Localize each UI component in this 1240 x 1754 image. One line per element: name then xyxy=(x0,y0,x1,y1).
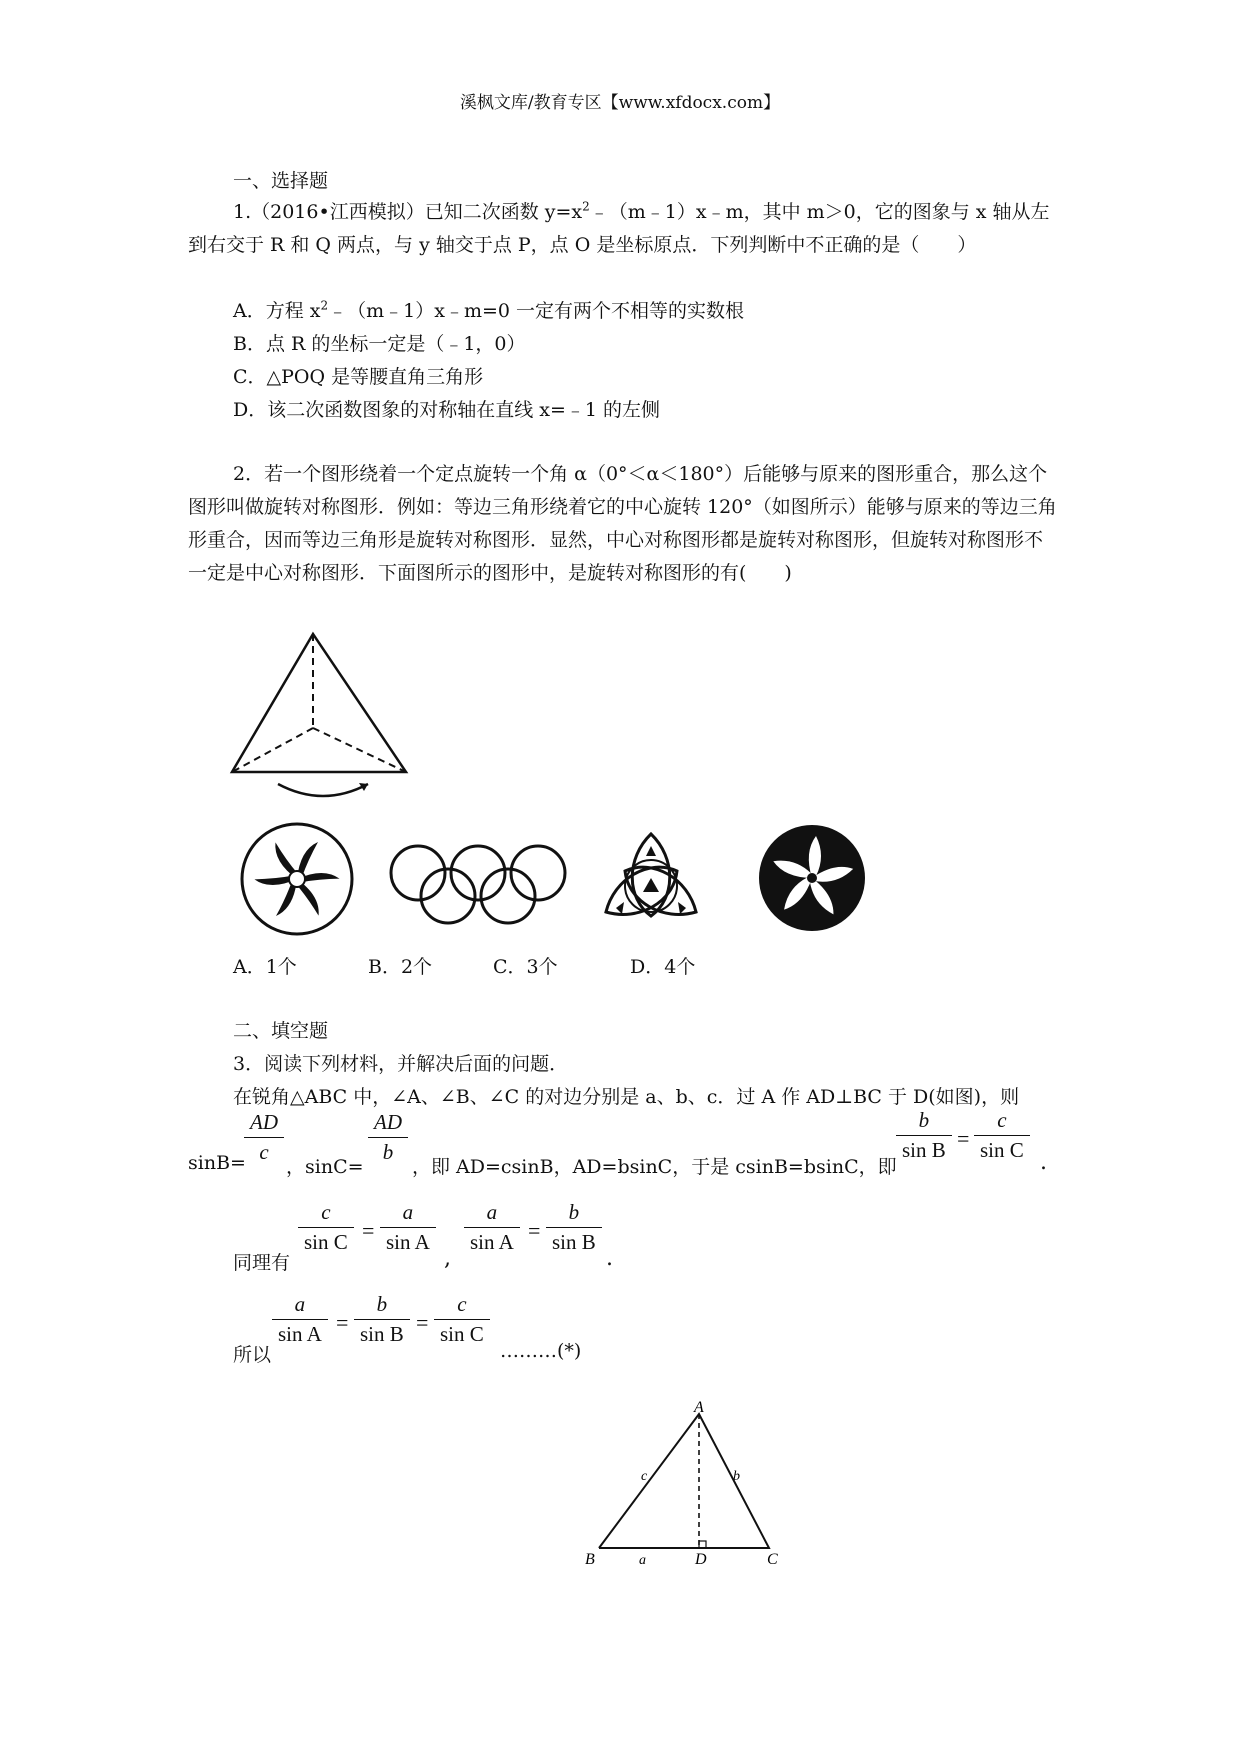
period: . xyxy=(606,1246,613,1271)
black-disc-petals-figure xyxy=(756,822,868,934)
fraction-a-over-sinA: a sin A xyxy=(380,1200,436,1255)
triangle-abc-figure xyxy=(575,1398,785,1570)
fraction-AD-over-b: AD b xyxy=(368,1110,408,1165)
equals-sign: = xyxy=(416,1310,429,1335)
side-label-a: a xyxy=(639,1553,646,1568)
question-2-option-b: B．2个 xyxy=(368,956,433,978)
equals-sign: = xyxy=(362,1218,375,1243)
olympic-rings-figure xyxy=(388,838,568,928)
vertex-label-a: A xyxy=(694,1399,704,1416)
fraction-AD-over-c: AD c xyxy=(244,1110,284,1165)
question-1-option-c: C．△POQ 是等腰直角三角形 xyxy=(233,366,484,388)
question-2-stem: 2．若一个图形绕着一个定点旋转一个角 α（0°＜α＜180°）后能够与原来的图形重合，那么这个图形叫做旋转对称图形．例如：等边三角形绕着它的中心旋转 120°（如图所示）能够与原来的等边三角形重合，因而等边三角形是旋转对称图形．显然，中心对称图形都是旋转对称图形，但旋转对称图形不一定是中心对称图形．下面图所示的图形中，是旋转对称图形的有( ) xyxy=(188,463,1057,584)
fraction-c-over-sinC: c sin C xyxy=(974,1108,1030,1163)
fraction-a-over-sinA-2: a sin A xyxy=(464,1200,520,1255)
sinB-label: sinB= xyxy=(188,1152,246,1174)
similarly-label: 同理有 xyxy=(233,1252,291,1274)
question-1-option-b: B．点 R 的坐标一定是（﹣1，0） xyxy=(233,333,526,355)
question-2-option-c: C．3个 xyxy=(493,956,558,978)
question-2-option-d: D．4个 xyxy=(630,956,696,978)
fraction-a-over-sinA-3: a sin A xyxy=(272,1292,328,1347)
triquetra-figure xyxy=(596,828,706,932)
equals-sign: = xyxy=(336,1310,349,1335)
question-3-line-1: 在锐角△ABC 中，∠A、∠B、∠C 的对边分别是 a、b、c．过 A 作 AD⊥BC 于 D(如图)，则 xyxy=(233,1086,1020,1108)
side-label-b: b xyxy=(733,1469,740,1484)
page-header: 溪枫文库/教育专区【www.xfdocx.com】 xyxy=(459,93,781,113)
derivation-text: ，即 AD=csinB，AD=bsinC，于是 csinB=bsinC，即 xyxy=(412,1156,897,1178)
section-fill-title: 二、填空题 xyxy=(233,1020,329,1042)
so-label: 所以 xyxy=(233,1344,272,1366)
rotating-triangle-figure xyxy=(228,630,418,800)
vertex-label-b: B xyxy=(585,1551,595,1568)
question-3-intro: 3．阅读下列材料，并解决后面的问题． xyxy=(233,1053,569,1075)
question-1-option-d: D．该二次函数图象的对称轴在直线 x=﹣1 的左侧 xyxy=(233,399,661,421)
foot-label-d: D xyxy=(695,1551,707,1568)
equals-sign: = xyxy=(528,1218,541,1243)
side-label-c: c xyxy=(641,1469,648,1484)
fraction-b-over-sinB-3: b sin B xyxy=(354,1292,410,1347)
question-1-option-a: A．方程 $x^2﹣(m﹣1)x﹣m=0$ 一定有两个不相等的实数根 xyxy=(233,298,745,322)
fraction-c-over-sinC-3: c sin C xyxy=(434,1292,490,1347)
section-choice-title: 一、选择题 xyxy=(233,170,329,192)
equals-sign: = xyxy=(957,1126,970,1151)
fraction-b-over-sinB-2: b sin B xyxy=(546,1200,602,1255)
comma: , xyxy=(444,1246,451,1271)
fraction-b-over-sinB: b sin B xyxy=(896,1108,952,1163)
pinwheel-figure xyxy=(238,820,356,938)
period: . xyxy=(1040,1150,1047,1175)
fraction-c-over-sinC-2: c sin C xyxy=(298,1200,354,1255)
equation-star-marker: ………(*) xyxy=(500,1340,582,1362)
vertex-label-c: C xyxy=(767,1551,778,1568)
sinC-label: ，sinC= xyxy=(286,1156,364,1178)
question-2-option-a: A．1个 xyxy=(233,956,297,978)
question-1-stem: 1.（2016•江西模拟）已知二次函数 $y=x^2﹣(m﹣1)x﹣m$，其中 m＞0，它的图象与 x 轴从左到右交于 R 和 Q 两点，与 y 轴交于点 P，点 O 是坐标原点．下列判断中不正确的是（ ） xyxy=(188,199,1050,256)
